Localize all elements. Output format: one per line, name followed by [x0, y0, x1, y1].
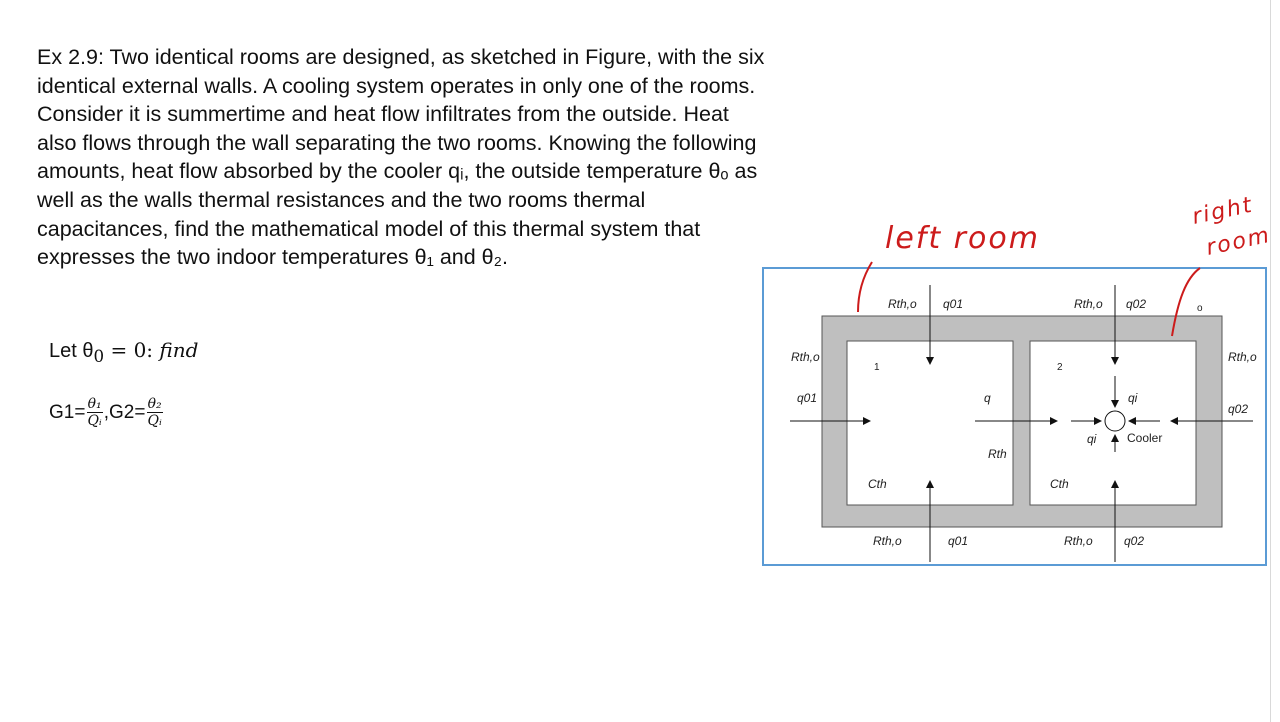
g1-numerator: θ₁ — [87, 396, 102, 412]
let-eq: = 0: — [104, 338, 160, 362]
label-q-middle: q — [984, 391, 991, 405]
label-q01-left: q01 — [797, 391, 818, 405]
separator: , — [103, 401, 110, 423]
label-cth-left: Cth — [868, 477, 887, 491]
g2-denominator: Qᵢ — [147, 413, 162, 429]
problem-line: expresses the two indoor temperatures θ₁ and θ₂. — [37, 245, 508, 270]
room-1-number: 1 — [874, 362, 880, 373]
cooler-circle — [1105, 411, 1125, 431]
g2-numerator: θ₂ — [147, 396, 162, 412]
problem-line: Ex 2.9: Two identical rooms are designed, as sketched in Figure, with the six — [37, 45, 765, 69]
problem-line: Consider it is summertime and heat flow infiltrates from the outside. Heat — [37, 102, 729, 127]
label-rtho-left: Rth,o — [791, 350, 820, 364]
label-q02-bottom: q02 — [1124, 534, 1145, 548]
label-cth-right: Cth — [1050, 477, 1069, 491]
label-qi-top: qi — [1128, 391, 1138, 405]
label-rtho-bottom-left: Rth,o — [873, 534, 902, 548]
annotation-left-room: left room — [885, 221, 1040, 256]
label-q01-bottom: q01 — [948, 534, 969, 548]
label-q02-right: q02 — [1228, 402, 1249, 416]
label-rtho-right: Rth,o — [1228, 350, 1257, 364]
label-qi-left: qi — [1087, 432, 1097, 446]
label-q01-top: q01 — [943, 297, 964, 311]
problem-line: also flows through the wall separating the two rooms. Knowing the following — [37, 130, 757, 155]
g2-label: G2= — [109, 401, 146, 423]
let-find: find — [159, 338, 199, 362]
annotation-small-o: o — [1197, 303, 1203, 314]
label-cooler: Cooler — [1127, 431, 1163, 445]
annotation-left-stroke — [858, 262, 872, 312]
label-rtho-bottom-right: Rth,o — [1064, 534, 1093, 548]
g1-denominator: Qᵢ — [87, 413, 102, 429]
label-rtho-top-left: Rth,o — [888, 297, 917, 311]
problem-line: capacitances, find the mathematical model of this thermal system that — [37, 216, 701, 241]
annotation-right-word: right — [1190, 192, 1256, 230]
problem-line: amounts, heat flow absorbed by the cooler qᵢ, the outside temperature θₒ as — [37, 159, 758, 184]
label-q02-top: q02 — [1126, 297, 1147, 311]
annotation-room-word: room — [1204, 222, 1274, 261]
let-sub: 0 — [93, 347, 105, 366]
room-2-number: 2 — [1057, 362, 1063, 373]
problem-line: identical external walls. A cooling system operates in only one of the rooms. — [37, 73, 756, 98]
label-rth-middle: Rth — [988, 447, 1007, 461]
label-rtho-top-right: Rth,o — [1074, 297, 1103, 311]
g1-label: G1= — [49, 401, 86, 423]
problem-line: well as the walls thermal resistances and the two rooms thermal — [37, 187, 646, 212]
let-prefix: Let θ — [49, 340, 94, 362]
